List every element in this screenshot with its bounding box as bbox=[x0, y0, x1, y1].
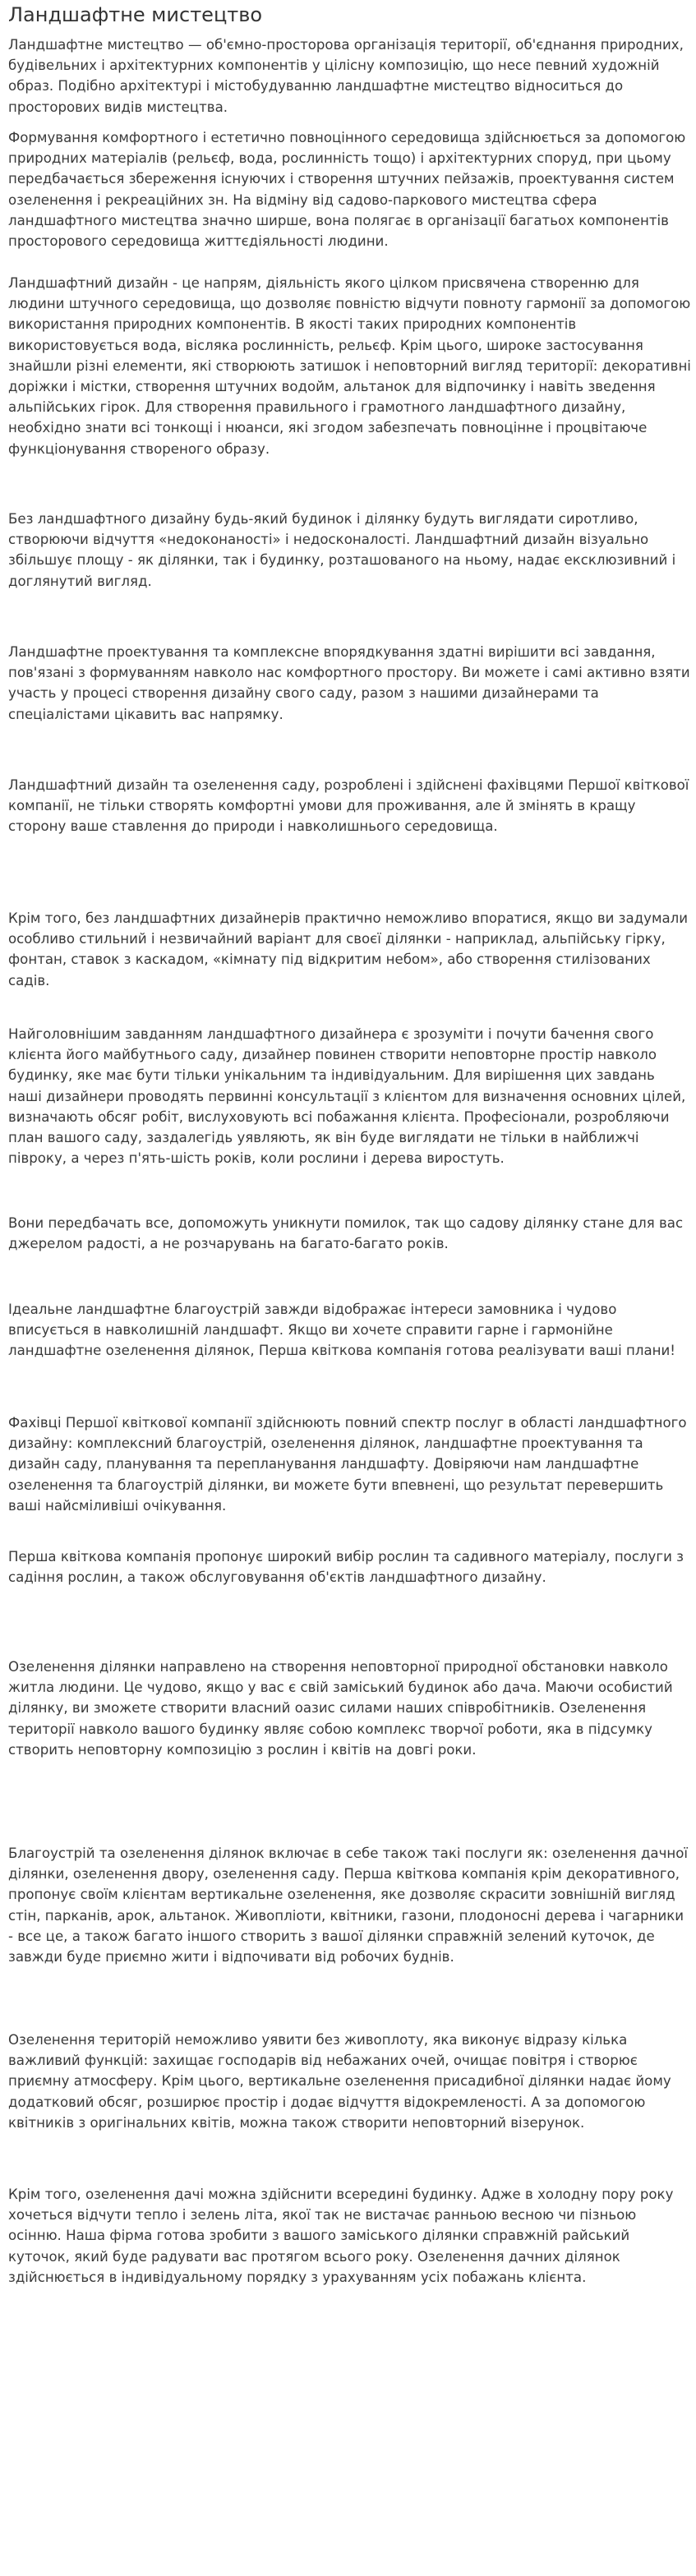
paragraph-plant-selection: Перша квіткова компанія пропонує широкий вибір рослин та садивного матеріалу, послуги з садіння рослин, а також обслуговування об'єктів ландшафтного дизайну. bbox=[8, 1549, 684, 1586]
paragraph-projecting: Ландшафтне проектування та комплексне впорядкування здатні вирішити всі завдання, пов'язані з формуванням навколо нас комфортного простору. Ви можете і самі активно взяти участь у процесі створення дизайну свого саду, разом з нашими дизайнерами та спеціалістами цікавить вас напрямку. bbox=[8, 644, 690, 722]
paragraph-ideal-improvement: Ідеальне ландшафтне благоустрій завжди відображає інтереси замовника і чудово вписується в навколишній ландшафт. Якщо ви хочете справити гарне і гармонійне ландшафтне озеленення ділянок, Перша квіткова компанія готова реалізувати ваші плани! bbox=[8, 1302, 675, 1359]
page-title: Ландшафтне мистецтво bbox=[8, 3, 263, 26]
paragraph-without-design: Без ландшафтного дизайну будь-який будинок і ділянку будуть виглядати сиротливо, створюючи відчуття «недоконаності» і недосконалості. Ландшафтний дизайн візуально збільшує площу - як ділянки, так і будинку, розташованого на ньому, надає ексклюзивний і доглянутий вигляд. bbox=[8, 511, 676, 589]
paragraph-designers-needed: Крім того, без ландшафтних дизайнерів практично неможливо впоратися, якщо ви задумали особливо стильний і незвичайний варіант для своєї ділянки - наприклад, альпійську гірку, фонтан, ставок з каскадом, «кімнату під відкритим небом», або створення стилізованих садів. bbox=[8, 910, 689, 988]
paragraph-environment: Формування комфортного і естетично повноцінного середовища здійснюється за допомогою природних матеріалів (рельєф, вода, рослинність тощо) і архітектурних споруд, при цьому передбачається збереження існуючих і створення штучних пейзажів, проектування систем озеленення і рекреаційних зн. На відміну від садово-паркового мистецтва сфера ландшафтного мистецтва значно ширше, вона полягає в організації багатьох компонентів просторового середовища життєдіяльності людини. bbox=[8, 130, 686, 250]
paragraph-full-service: Фахівці Першої квіткової компанії здійснюють повний спектр послуг в області ландшафтного дизайну: комплексний благоустрій, озеленення ділянок, ландшафтне проектування та дизайн саду, планування та перепланування ландшафту. Довіряючи нам ландшафтне озеленення та благоустрій ділянки, ви можете бути впевнені, що результат перевершить ваші найсміливіші очікування. bbox=[8, 1415, 687, 1514]
paragraph-avoid-mistakes: Вони передбачать все, допоможуть уникнути помилок, так що садову ділянку стане для вас джерелом радості, а не розчарувань на багато-багато років. bbox=[8, 1215, 684, 1252]
paragraph-company-specialists: Ландшафтний дизайн та озеленення саду, розроблені і здійснені фахівцями Першої квіткової компанії, не тільки створять комфортні умови для проживання, але й змінять в кращу сторону ваше ставлення до природи і навколишнього середовища. bbox=[8, 777, 689, 835]
paragraph-services-list: Благоустрій та озеленення ділянок включає в себе також такі послуги як: озеленення дачної ділянки, озеленення двору, озеленення саду. Перша квіткова компанія крім декоративного, пропонує своїм клієнтам вертикальне озеленення, яке дозволяє скрасити зовнішній вигляд стін, парканів, арок, альтанок. Живопліоти, квітники, газони, плодоносні дерева і чагарники - все це, а також багато іншого створить з вашої ділянки справжній зелений куточок, де завжди буде приємно жити і відпочивати від робочих буднів. bbox=[8, 1846, 689, 1965]
paragraph-hedges: Озеленення територій неможливо уявити без живоплоту, яка виконує відразу кілька важливий функцій: захищає господарів від небажаних очей, очищає повітря і створює приємну атмосферу. Крім цього, вертикальне озеленення присадибної ділянки надає йому додатковий обсяг, розширює простір і додає відчуття відокремленості. А за допомогою квітників з оригінальних квітів, можна також створити неповторний візерунок. bbox=[8, 2032, 671, 2131]
paragraph-site-greening: Озеленення ділянки направлено на створення неповторної природної обстановки навколо житла людини. Це чудово, якщо у вас є свій заміський будинок або дача. Маючи особистий ділянку, ви зможете створити власний оазис силами наших співробітників. Озеленення території навколо вашого будинку являє собою комплекс творчої роботи, яка в підсумку створить неповторну композицію з рослин і квітів на довгі роки. bbox=[8, 1659, 673, 1758]
paragraph-main-task: Найголовнішим завданням ландшафтного дизайнера є зрозуміти і почути бачення свого клієнта його майбутнього саду, дизайнер повинен створити неповторне простір навколо будинку, яке має бути тільки унікальним та індивідуальним. Для вирішення цих завдань наші дизайнери проводять первинні консультації з клієнтом для визначення основних цілей, визначають обсяг робіт, вислуховують всі побажання клієнта. Професіонали, розробляючи план вашого саду, заздалегідь уявляють, як він буде виглядати не тільки в найближчі півроку, а через п'ять-шість років, коли рослини і дерева виростуть. bbox=[8, 1026, 686, 1167]
paragraph-indoor-greening: Крім того, озеленення дачі можна здійснити всередині будинку. Адже в холодну пору року хочеться відчути тепло і зелень літа, якої так не вистачає ранньою весною чи пізньою осінню. Наша фірма готова зробити з вашого заміського ділянки справжній райський куточок, який буде радувати вас протягом всього року. Озеленення дачних ділянок здійснюється в індивідуальному порядку з урахуванням усіх побажань клієнта. bbox=[8, 2187, 674, 2285]
paragraph-definition: Ландшафтне мистецтво — об'ємно-просторова організація території, об'єднання природних, будівельних і архітектурних компонентів у цілісну композицію, що несе певний художній образ. Подібно архітектурі і містобудуванню ландшафтне мистецтво відноситься до просторових видів мистецтва. bbox=[8, 37, 684, 115]
paragraph-landscape-design: Ландшафтний дизайн - це напрям, діяльність якого цілком присвячена створенню для людини штучного середовища, що дозволяє повністю відчути повноту гармонії за допомогою використання природних компонентів. В якості таких природних компонентів використовується вода, вісляка рослинність, рельєф. Крім цього, широке застосування знайшли різні елементи, які створюють затишок і неповторний вигляд території: декоративні доріжки і містки, створення штучних водойм, альтанок для відпочинку і навіть зведення альпійських гірок. Для створення правильного і грамотного ландшафтного дизайну, необхідно знати всі тонкощі і нюанси, які згодом забезпечать повноцінне і процвітаюче функціонування створеного образу. bbox=[8, 275, 691, 457]
